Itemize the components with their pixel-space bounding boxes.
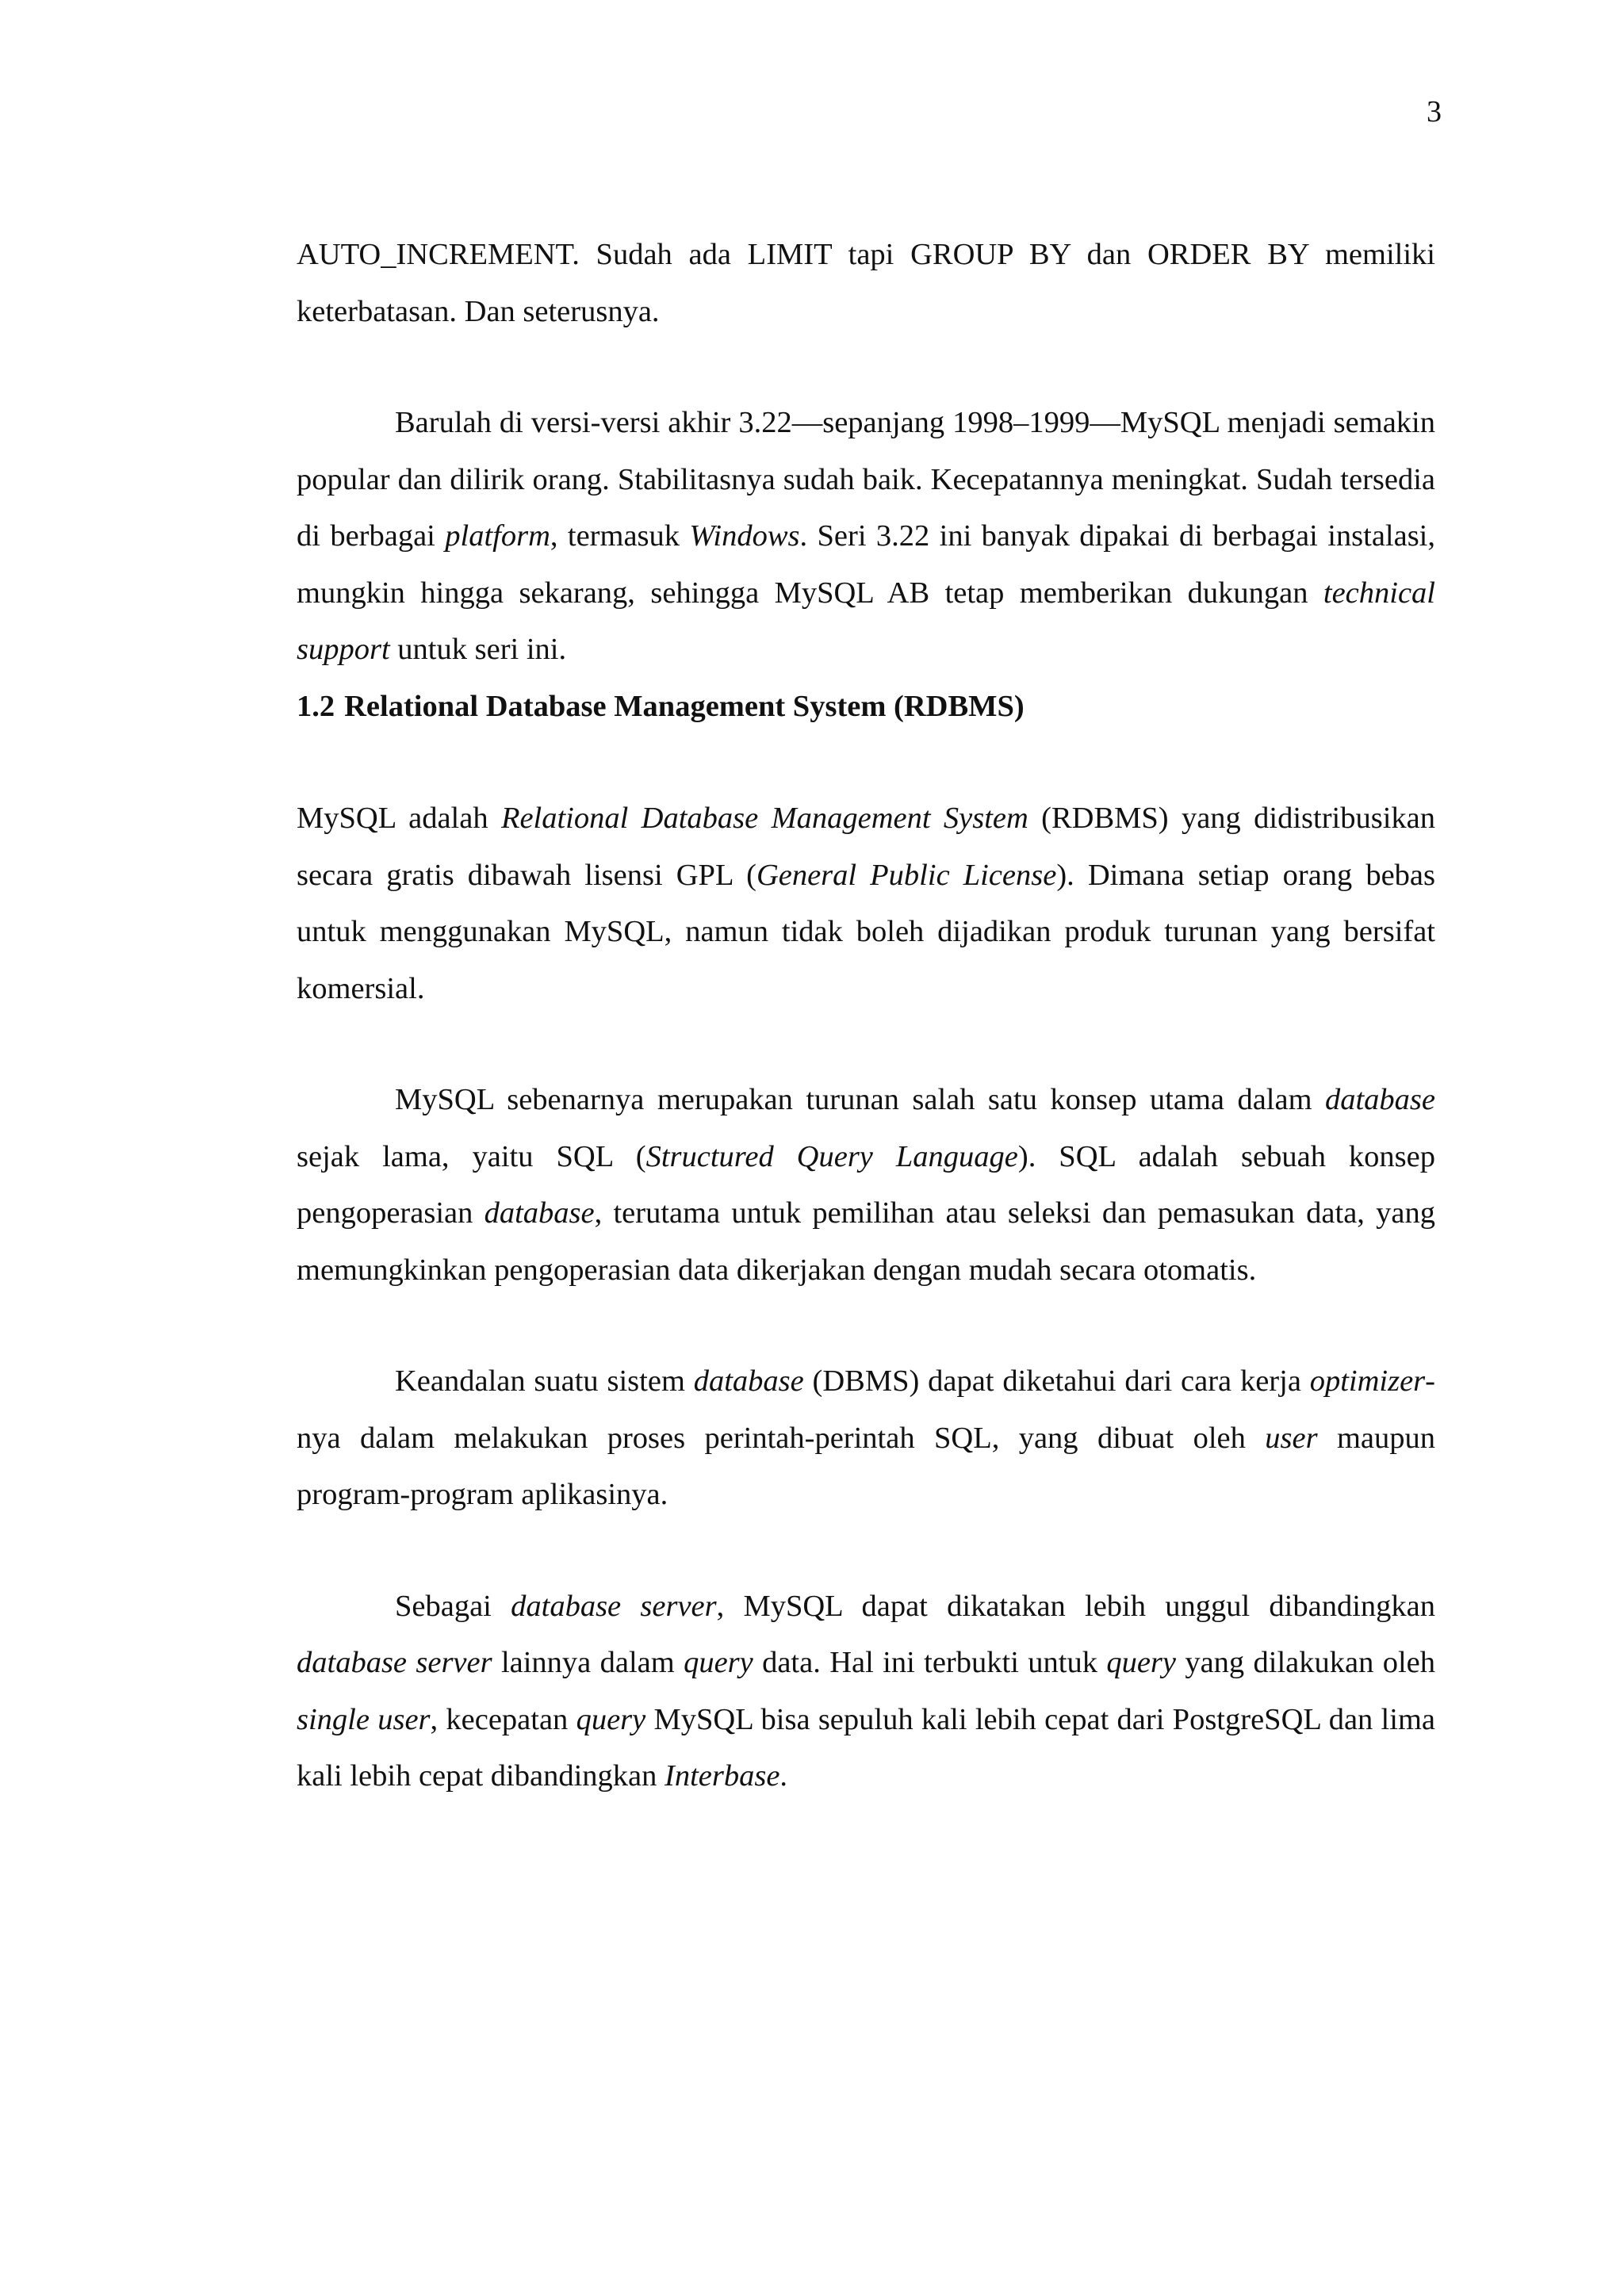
paragraph-2-text-a: Barulah di versi-versi akhir 3.22—sepanjang 1998–1999—MySQL menjadi semakin popular dan dilirik orang. Stabilitasnya sudah baik. Kecepatannya meningkat. Sudah tersedia di berbagai [297, 406, 1435, 553]
paragraph-4 [297, 1072, 1435, 1299]
section-title: Relational Database Management System (RDBMS) [344, 689, 1025, 723]
paragraph-2-italic-windows: Windows [689, 519, 800, 553]
paragraph-3-italic-rdbms: Relational Database Management System [500, 802, 1028, 835]
paragraph-3 [297, 790, 1435, 1017]
paragraph-5-text-a: Keandalan suatu sistem [395, 1364, 694, 1398]
paragraph-4-text-e: ). SQL adalah sebuah konsep pengoperasian [297, 1139, 1435, 1230]
paragraph-6-text-e: lainnya dalam [492, 1646, 684, 1679]
paragraph-6-italic-query-2: query [1106, 1646, 1176, 1679]
paragraph-6-italic-database-server-2: database server [297, 1646, 492, 1679]
paragraph-2 [297, 395, 1435, 679]
paragraph-5-text-g: maupun program-program aplikasinya. [297, 1421, 1435, 1511]
paragraph-1-text: AUTO_INCREMENT. Sudah ada LIMIT tapi GROUP BY dan ORDER BY memiliki keterbatasan. Dan seterusnya. [297, 238, 1435, 328]
paragraph-1 [297, 227, 1435, 340]
paragraph-2-italic-platform: platform [445, 519, 550, 553]
paragraph-4-text-g: , terutama untuk pemilihan atau seleksi dan pemasukan data, yang memungkinkan pengoperasian data dikerjakan dengan mudah secara otomatis. [297, 1196, 1435, 1287]
paragraph-6 [297, 1578, 1435, 1805]
paragraph-4-text-c: sejak lama, yaitu SQL ( [297, 1139, 646, 1173]
paragraph-5-italic-user: user [1265, 1421, 1318, 1455]
paragraph-2-text-g: untuk seri ini. [389, 633, 567, 666]
paragraph-6-text-c: , MySQL dapat dikatakan lebih unggul dibandingkan [716, 1589, 1436, 1623]
paragraph-2-italic-technical-support: technical support [297, 576, 1435, 666]
paragraph-5-italic-database: database [693, 1364, 804, 1398]
paragraph-6-text-k: , kecepatan [430, 1702, 576, 1736]
paragraph-3-text-e: ). Dimana setiap orang bebas untuk menggunakan MySQL, namun tidak boleh dijadikan produk turunan yang bersifat komersial. [297, 858, 1435, 1005]
paragraph-5-text-e: -nya dalam melakukan proses perintah-perintah SQL, yang dibuat oleh [297, 1364, 1435, 1455]
paragraph-4-italic-database-2: database [484, 1196, 595, 1230]
paragraph-5-text-c: (DBMS) dapat diketahui dari cara kerja [803, 1364, 1310, 1398]
paragraph-6-italic-single-user: single user [297, 1702, 431, 1736]
paragraph-6-italic-database-server: database server [511, 1589, 717, 1623]
paragraph-6-text-g: data. Hal ini terbukti untuk [753, 1646, 1107, 1679]
paragraph-6-text-m: MySQL bisa sepuluh kali lebih cepat dari PostgreSQL dan lima kali lebih cepat dibandingkan [297, 1702, 1435, 1793]
paragraph-2-text-e: . Seri 3.22 ini banyak dipakai di berbagai instalasi, mungkin hingga sekarang, sehingga MySQL AB tetap memberikan dukungan [297, 519, 1436, 610]
paragraph-5 [297, 1353, 1435, 1524]
paragraph-6-italic-query: query [684, 1646, 753, 1679]
paragraph-3-italic-gpl: General Public License [756, 858, 1057, 892]
paragraph-4-italic-sql: Structured Query Language [645, 1139, 1018, 1173]
paragraph-4-italic-database: database [1324, 1083, 1435, 1116]
paragraph-6-text-i: yang dilakukan oleh [1175, 1646, 1435, 1679]
paragraph-5-italic-optimizer: optimizer [1309, 1364, 1426, 1398]
paragraph-6-text-o: . [779, 1759, 788, 1793]
paragraph-3-text-a: MySQL adalah [297, 802, 501, 835]
paragraph-6-italic-query-3: query [576, 1702, 646, 1736]
paragraph-2-text-c: , termasuk [550, 519, 690, 553]
document-body [297, 227, 1435, 1805]
section-heading [297, 679, 1435, 736]
page-number: 3 [1427, 95, 1442, 128]
paragraph-6-italic-interbase: Interbase [665, 1759, 780, 1793]
section-number: 1.2 [297, 689, 335, 723]
paragraph-3-text-c: (RDBMS) yang didistribusikan secara gratis dibawah lisensi GPL ( [297, 802, 1435, 892]
paragraph-4-text-a: MySQL sebenarnya merupakan turunan salah satu konsep utama dalam [395, 1083, 1325, 1116]
paragraph-6-text-a: Sebagai [395, 1589, 511, 1623]
